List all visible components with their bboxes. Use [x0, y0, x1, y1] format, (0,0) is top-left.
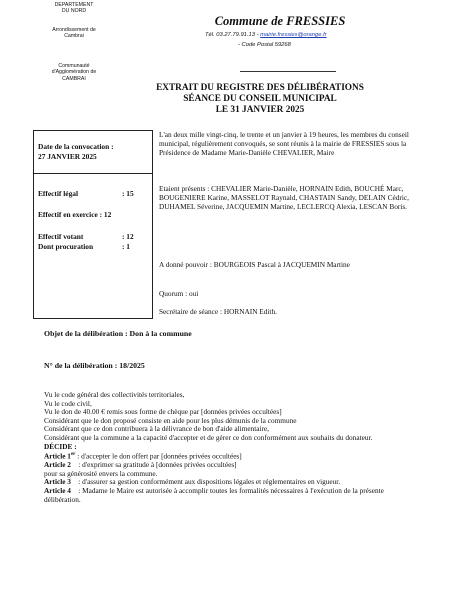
title-line-2: SÉANCE DU CONSEIL MUNICIPAL: [183, 93, 337, 104]
vu-line-3: Vu le don de 40.00 € remis sous forme de chèque par [données privées occultées]: [44, 407, 282, 417]
effectif-votant: [38, 232, 150, 242]
secretaire-line: Secrétaire de séance : HORNAIN Edith.: [159, 307, 277, 316]
article-1-sup: er: [70, 452, 76, 458]
meeting-info-box: [33, 130, 153, 319]
article-2-label: Article 2: [44, 460, 71, 470]
article-1-text: : d'accepter le don offert par [données privées occultées]: [75, 451, 242, 461]
intro-paragraph: L'an deux mille vingt-cinq, le trente et un janvier à 19 heures, les membres du conseil municipal, régulièrement convoqués, se sont réunis à la mairie de FRESSIES sous la Présidence de Madame Marie-Danièle CHEVALIER, Maire: [159, 130, 409, 157]
effectif-legal-label: Effectif légal: [38, 189, 79, 198]
commune-title: Commune de FRESSIES: [214, 14, 346, 28]
communaute-line-2: d'Agglomération de: [51, 69, 97, 76]
vu-line-2: Vu le code civil,: [44, 398, 92, 408]
considerant-line-2: Considérant que ce don contribuera à la délivrance de bon d'aide alimentaire,: [44, 424, 269, 434]
procuration-label: Dont procuration: [38, 242, 94, 251]
contact-line: [205, 31, 380, 39]
document-titles: [140, 83, 380, 115]
presents-paragraph: Etaient présents : CHEVALIER Marie-Danièle, HORNAIN Edith, BOUCHÉ Marc, BOUGENIERE Karine, MASSELOT Raynald, CHASTAIN Sandy, DELAIN Cédric, DUHAMEL Séverine, JACQUEMIN Martine, LECLERCQ Alexia, LESCAN Boris.: [159, 184, 409, 211]
article-3-label: Article 3: [44, 477, 71, 487]
contact-separator: -: [256, 32, 259, 38]
deliberation-body: [44, 391, 416, 504]
procuration-value: : 1: [122, 242, 131, 251]
article-2-text: : d'exprimer sa gratitude à [données privées occultées]: [70, 460, 237, 470]
convocation-date: 27 JANVIER 2025: [38, 151, 97, 161]
procuration: [38, 242, 150, 252]
effectif-legal: [38, 189, 150, 199]
effectif-exercice: Effectif en exercice : 12: [38, 210, 112, 219]
pouvoir-line: A donné pouvoir : BOURGEOIS Pascal à JACQUEMIN Martine: [159, 260, 350, 269]
effectif-votant-value: : 12: [122, 232, 134, 241]
communaute-line-1: Communauté: [58, 63, 90, 69]
arrondissement-line-1: Arrondissement de: [52, 27, 96, 33]
effectif-legal-value: : 15: [122, 189, 134, 198]
email-link[interactable]: mairie.fressies@orange.fr: [260, 32, 327, 38]
effectif-votant-label: Effectif votant: [38, 232, 84, 241]
postal-code: - Code Postal 59268: [238, 42, 291, 48]
arrondissement-line-2: Cambrai: [64, 33, 84, 40]
considerant-line-1: Considérant que le don proposé consiste en aide pour les plus démunis de la commune: [44, 415, 297, 425]
article-3-text: : d'assurer sa gestion conformément aux dispositions légales et réglementaires en vigueur.: [70, 477, 341, 487]
article-4-text: : Madame le Maire est autorisée à accomplir toutes les formalités nécessaires à l'exécution de la présente délibération.: [44, 485, 386, 504]
arrondissement-block: [14, 27, 134, 40]
header-divider: [240, 71, 336, 72]
article-1-label: Article 1: [44, 451, 71, 461]
article-2-continuation: pour sa générosité envers la commune.: [44, 468, 158, 478]
convocation: [38, 142, 114, 161]
department-line-1: DEPARTEMENT: [54, 2, 94, 8]
title-line-1: EXTRAIT DU REGISTRE DES DÉLIBÉRATIONS: [156, 83, 364, 93]
department-block: [14, 2, 134, 15]
considerant-line-3: Considérant que la commune a la capacité d'accepter et de gérer ce don conformément aux souhaits du donateur.: [44, 432, 373, 442]
article-4-label: Article 4: [44, 485, 71, 495]
box-divider: [34, 173, 152, 174]
decide-heading: DÉCIDE :: [44, 441, 77, 451]
communaute-line-3: CAMBRAI: [62, 75, 86, 82]
vu-line-1: Vu le code général des collectivités territoriales,: [44, 390, 185, 399]
department-line-2: DU NORD: [61, 8, 87, 15]
article-4: [44, 487, 416, 504]
convocation-label: Date de la convocation :: [38, 142, 114, 151]
deliberation-subject: Objet de la délibération : Don à la commune: [44, 329, 192, 338]
communaute-block: [14, 63, 134, 82]
deliberation-number: N° de la délibération : 18/2025: [44, 361, 145, 370]
quorum-line: Quorum : oui: [159, 289, 199, 298]
title-line-3: LE 31 JANVIER 2025: [215, 104, 305, 115]
telephone: Tél. 03.27.79.91.13: [205, 32, 255, 38]
